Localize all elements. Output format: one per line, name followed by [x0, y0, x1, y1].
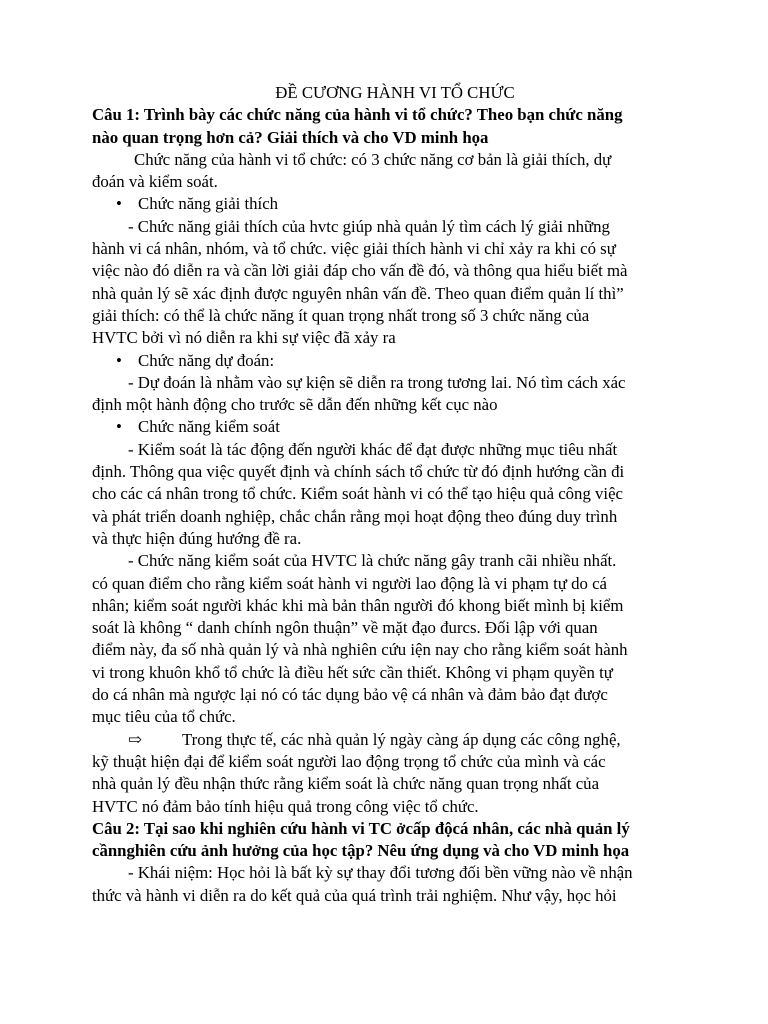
- paragraph: kỹ thuật hiện đại để kiểm soát người lao động trọng tổ chức của mình và các: [92, 751, 606, 771]
- paragraph: và phát triển doanh nghiệp, chắc chắn rằng mọi hoạt động theo đúng duy trình: [92, 506, 618, 526]
- paragraph: hành vi cá nhân, nhóm, và tổ chức. việc giải thích hành vi chỉ xảy ra khi có sự: [92, 239, 616, 259]
- paragraph: điểm này, đa số nhà quản lý và nhà nghiên cứu iện nay cho rằng kiểm soát hành: [92, 640, 628, 660]
- arrow-item: [92, 729, 678, 751]
- paragraph: HVTC nó đảm bảo tính hiệu quả trong công việc tổ chức.: [92, 796, 479, 816]
- paragraph: giải thích: có thể là chức năng ít quan trọng nhất trong số 3 chức năng của: [92, 305, 590, 325]
- bullet-item: [92, 350, 678, 372]
- bullet-item: [92, 193, 678, 215]
- paragraph: vi trong khuôn khổ tổ chức là điều hết sức cần thiết. Không vi phạm quyền tự: [92, 662, 613, 682]
- question-2-heading: Câu 2: Tại sao khi nghiên cứu hành vi TC ởcấp độcá nhân, các nhà quản lý: [92, 818, 630, 838]
- paragraph: định một hành động cho trước sẽ dẫn đến những kết cục nào: [92, 395, 498, 415]
- paragraph: có quan điểm cho rằng kiểm soát hành vi người lao động là vi phạm tự do cá: [92, 573, 607, 593]
- paragraph: - Kiểm soát là tác động đến người khác để đạt được những mục tiêu nhất: [128, 439, 618, 459]
- paragraph: soát là không “ danh chính ngôn thuận” về mặt đạo đurcs. Đối lập với quan: [92, 618, 598, 638]
- arrow-right-icon: ⇨: [128, 729, 143, 749]
- paragraph: mục tiêu của tổ chức.: [92, 707, 236, 727]
- paragraph: định. Thông qua việc quyết định và chính sách tổ chức từ đó định hướng cần đi: [92, 462, 625, 482]
- paragraph: HVTC bởi vì nó diễn ra khi sự việc đã xảy ra: [92, 328, 396, 348]
- paragraph: nhân; kiểm soát người khác khi mà bản thân người đó khong biết mình bị kiểm: [92, 595, 624, 615]
- bullet-label: Chức năng dự đoán:: [138, 350, 275, 370]
- paragraph: - Chức năng giải thích của hvtc giúp nhà quản lý tìm cách lý giải những: [128, 216, 610, 236]
- question-1-heading-cont: nào quan trọng hơn cả? Giải thích và cho VD minh họa: [92, 127, 489, 147]
- bullet-label: Chức năng giải thích: [138, 194, 279, 214]
- paragraph: thức và hành vi diễn ra do kết quả của quá trình trải nghiệm. Như vậy, học hỏi: [92, 885, 617, 905]
- paragraph: Chức năng của hành vi tổ chức: có 3 chức năng cơ bản là giải thích, dự: [134, 149, 612, 169]
- bullet-item: [92, 416, 678, 438]
- paragraph: nhà quản lý đều nhận thức rằng kiểm soát là chức năng quan trọng nhất của: [92, 774, 600, 794]
- paragraph: nhà quản lý sẽ xác định được nguyên nhân vấn đề. Theo quan điểm quản lí thì”: [92, 283, 624, 303]
- question-2-heading-cont: cầnnghiên cứu ảnh hưởng của học tập? Nêu ứng dụng và cho VD minh họa: [92, 841, 630, 861]
- paragraph: - Dự đoán là nhằm vào sự kiện sẽ diễn ra trong tương lai. Nó tìm cách xác: [128, 372, 626, 392]
- bullet-icon: •: [116, 194, 122, 214]
- paragraph: và thực hiện đúng hướng đề ra.: [92, 528, 302, 548]
- page-title: ĐỀ CƯƠNG HÀNH VI TỔ CHỨC: [275, 83, 515, 102]
- paragraph: - Chức năng kiểm soát của HVTC là chức năng gây tranh cãi nhiều nhất.: [128, 551, 617, 571]
- paragraph: đoán và kiểm soát.: [92, 172, 218, 192]
- paragraph: Trong thực tế, các nhà quản lý ngày càng áp dụng các công nghệ,: [182, 729, 621, 749]
- paragraph: - Khái niệm: Học hỏi là bất kỳ sự thay đổi tương đối bền vững nào về nhận: [128, 863, 633, 883]
- question-1-heading: Câu 1: Trình bày các chức năng của hành vi tổ chức? Theo bạn chức năng: [92, 105, 623, 125]
- bullet-label: Chức năng kiểm soát: [138, 417, 280, 437]
- bullet-icon: •: [116, 350, 122, 370]
- paragraph: cho các cá nhân trong tổ chức. Kiểm soát hành vi có thể tạo hiệu quả công việc: [92, 484, 623, 504]
- paragraph: do cá nhân mà ngược lại nó có tác dụng bảo vệ cá nhân và đảm bảo đạt được: [92, 685, 608, 705]
- bullet-icon: •: [116, 417, 122, 437]
- paragraph: việc nào đó diễn ra và cần lời giải đáp cho vấn đề đó, và thông qua hiểu biết mà: [92, 261, 628, 281]
